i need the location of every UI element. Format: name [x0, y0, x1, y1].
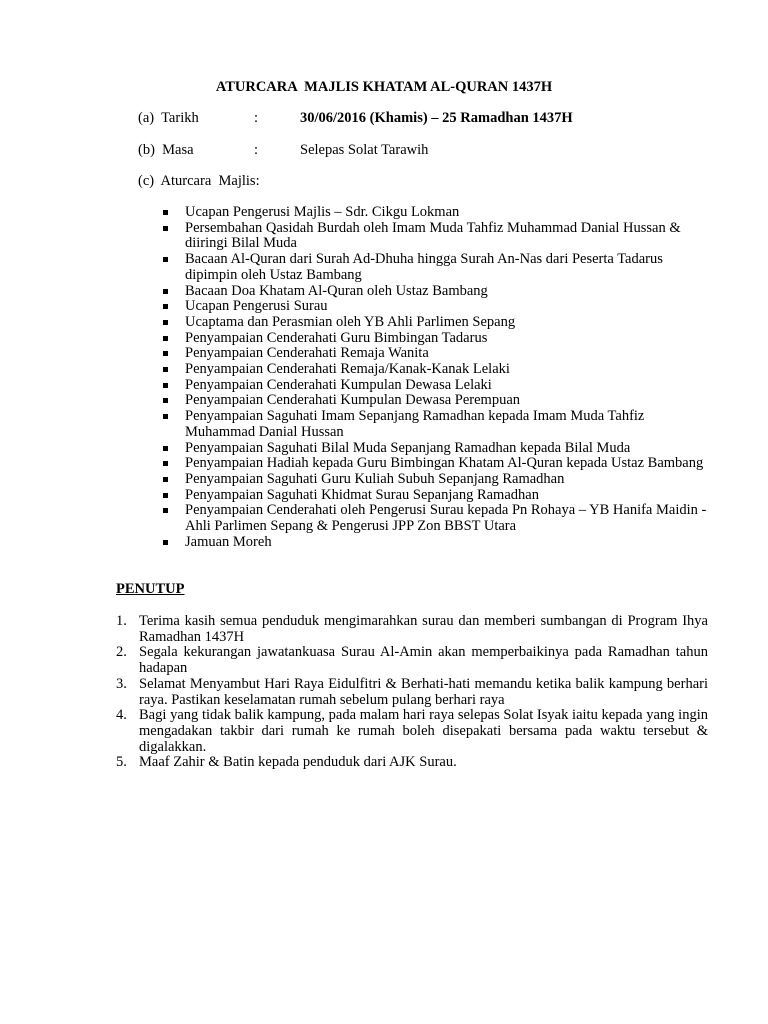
agenda-item [163, 409, 708, 440]
agenda-item-text: Penyampaian Saguhati Khidmat Surau Sepanjang Ramadhan [185, 486, 539, 503]
square-bullet-icon [163, 477, 168, 482]
agenda-item [163, 362, 708, 378]
agenda-item-text: Ucapan Pengerusi Surau [185, 298, 328, 315]
agenda-item-text: Penyampaian Saguhati Imam Sepanjang Ramadhan kepada Imam Muda Tahfiz Muhammad Danial Hussan [185, 408, 645, 440]
agenda-item [163, 221, 708, 252]
agenda-item [163, 284, 708, 300]
closing-item-number: 5. [116, 754, 127, 771]
square-bullet-icon [163, 304, 168, 309]
agenda-item-text: Penyampaian Saguhati Bilal Muda Sepanjang Ramadhan kepada Bilal Muda [185, 439, 631, 456]
square-bullet-icon [163, 508, 168, 513]
square-bullet-icon [163, 398, 168, 403]
closing-item-text: Maaf Zahir & Batin kepada penduduk dari AJK Surau. [139, 754, 457, 771]
closing-item-number: 3. [116, 675, 127, 692]
agenda-item [163, 346, 708, 362]
agenda-item-text: Penyampaian Cenderahati Kumpulan Dewasa Perempuan [185, 392, 521, 409]
closing-item-text: Segala kekurangan jawatankuasa Surau Al-Amin akan memperbaikinya pada Ramadhan tahun hadapan [139, 644, 708, 677]
square-bullet-icon [163, 540, 168, 545]
agenda-item-text: Ucaptama dan Perasmian oleh YB Ahli Parlimen Sepang [185, 313, 516, 330]
agenda-item [163, 456, 708, 472]
closing-item [116, 755, 708, 771]
agenda-item-text: Bacaan Al-Quran dari Surah Ad-Dhuha hingga Surah An-Nas dari Peserta Tadarus dipimpin oleh Ustaz Bambang [185, 251, 663, 283]
square-bullet-icon [163, 210, 168, 215]
closing-heading: PENUTUP [116, 581, 185, 597]
closing-item [116, 708, 708, 755]
agenda-item-text: Penyampaian Cenderahati Kumpulan Dewasa Lelaki [185, 376, 492, 393]
meta-colon: : [254, 110, 259, 126]
square-bullet-icon [163, 446, 168, 451]
closing-item-text: Selamat Menyambut Hari Raya Eidulfitri & Berhati-hati memandu ketika balik kampung berhari raya. Pastikan keselamatan rumah sebelum pulang berhari raya [139, 675, 708, 708]
closing-item-number: 4. [116, 707, 127, 724]
meta-value-time: Selepas Solat Tarawih [300, 142, 429, 158]
agenda-item [163, 441, 708, 457]
closing-item [116, 614, 708, 645]
document-title: ATURCARA MAJLIS KHATAM AL-QURAN 1437H [215, 79, 553, 95]
agenda-item-text: Jamuan Moreh [185, 533, 272, 550]
agenda-item [163, 331, 708, 347]
agenda-item-text: Penyampaian Saguhati Guru Kuliah Subuh Sepanjang Ramadhan [185, 470, 565, 487]
closing-item [116, 645, 708, 676]
closing-list [116, 614, 708, 771]
square-bullet-icon [163, 383, 168, 388]
closing-item-text: Bagi yang tidak balik kampung, pada malam hari raya selepas Solat Isyak iaitu kepada yang ingin mengadakan takbir dari rumah ke rumah boleh disepakati bersama pada waktu tersebut & digalakkan. [139, 707, 708, 755]
meta-label-time: (b) Masa [138, 142, 194, 158]
square-bullet-icon [163, 336, 168, 341]
closing-item [116, 677, 708, 708]
square-bullet-icon [163, 257, 168, 262]
agenda-item [163, 535, 708, 551]
agenda-item-text: Penyampaian Cenderahati Remaja Wanita [185, 345, 429, 362]
agenda-item [163, 488, 708, 504]
agenda-item-text: Bacaan Doa Khatam Al-Quran oleh Ustaz Bambang [185, 282, 488, 299]
square-bullet-icon [163, 414, 168, 419]
agenda-label: (c) Aturcara Majlis: [138, 173, 260, 189]
agenda-item-text: Penyampaian Cenderahati oleh Pengerusi Surau kepada Pn Rohaya – YB Hanifa Maidin - Ahli Parlimen Sepang & Pengerusi JPP Zon BBST Utara [185, 502, 707, 535]
agenda-item-text: Penyampaian Cenderahati Remaja/Kanak-Kanak Lelaki [185, 361, 510, 378]
square-bullet-icon [163, 320, 168, 325]
meta-value-date: 30/06/2016 (Khamis) – 25 Ramadhan 1437H [300, 110, 573, 126]
closing-item-number: 1. [116, 613, 127, 629]
agenda-item [163, 315, 708, 331]
agenda-item [163, 378, 708, 394]
agenda-item [163, 299, 708, 315]
meta-colon: : [254, 142, 259, 158]
agenda-item [163, 503, 708, 534]
meta-label-date: (a) Tarikh [138, 110, 199, 126]
agenda-item-text: Ucapan Pengerusi Majlis – Sdr. Cikgu Lokman [185, 204, 460, 220]
agenda-item [163, 252, 708, 283]
agenda-item [163, 472, 708, 488]
agenda-item [163, 205, 708, 221]
agenda-item-text: Penyampaian Cenderahati Guru Bimbingan Tadarus [185, 329, 488, 346]
agenda-list [163, 205, 708, 550]
square-bullet-icon [163, 493, 168, 498]
closing-item-number: 2. [116, 644, 127, 661]
agenda-item-text: Penyampaian Hadiah kepada Guru Bimbingan Khatam Al-Quran kepada Ustaz Bambang [185, 455, 704, 472]
square-bullet-icon [163, 461, 168, 466]
agenda-item-text: Persembahan Qasidah Burdah oleh Imam Muda Tahfiz Muhammad Danial Hussan & diiringi Bilal Muda [185, 219, 681, 252]
agenda-item [163, 393, 708, 409]
square-bullet-icon [163, 289, 168, 294]
square-bullet-icon [163, 351, 168, 356]
closing-item-text: Terima kasih semua penduduk mengimarahkan surau dan memberi sumbangan di Program Ihya Ramadhan 1437H [139, 613, 708, 645]
square-bullet-icon [163, 226, 168, 231]
square-bullet-icon [163, 367, 168, 372]
